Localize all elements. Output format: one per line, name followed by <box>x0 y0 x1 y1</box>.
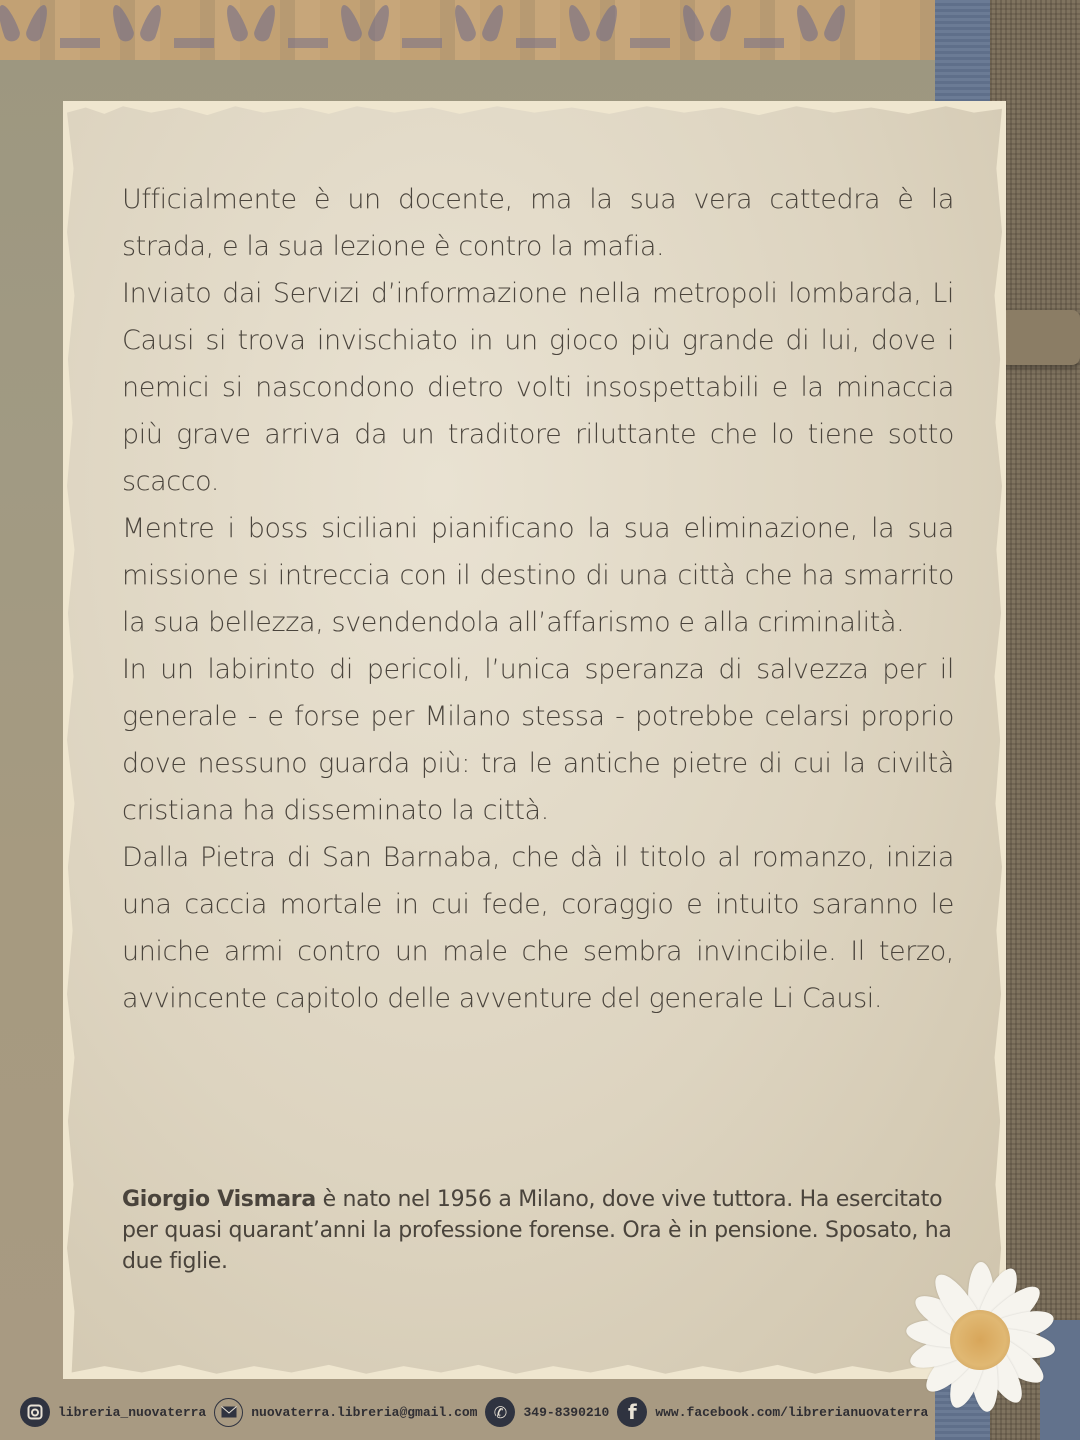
phone-number: 349-8390210 <box>523 1404 610 1420</box>
mail-icon <box>214 1398 243 1427</box>
phone-link[interactable] <box>485 1397 609 1427</box>
synopsis-paragraph: In un labirinto di pericoli, l’unica speranza di salvezza per il generale - e forse per Milano stessa - potrebbe celarsi proprio dove nessuno guarda più: tra le antiche pietre di cui la civiltà cristiana ha disseminato la città. <box>122 654 954 826</box>
synopsis-paragraph: Inviato dai Servizi d’informazione nella metropoli lombarda, Li Causi si trova invischiato in un gioco più grande di lui, dove i nemici si nascondono dietro volti insospettabili e la minaccia più grave arriva da un traditore riluttante che lo tiene sotto scacco. <box>122 278 954 497</box>
daisy-flower-decoration <box>905 1262 1055 1412</box>
facebook-icon: f <box>617 1397 647 1427</box>
synopsis-paragraph: Ufficialmente è un docente, ma la sua vera cattedra è la strada, e la sua lezione è contro la mafia. <box>122 184 954 262</box>
instagram-handle: libreria_nuovaterra <box>58 1404 207 1420</box>
author-bio <box>122 1184 954 1277</box>
instagram-link[interactable] <box>20 1397 206 1427</box>
author-name: Giorgio Vismara <box>122 1187 316 1212</box>
email-link[interactable] <box>214 1398 477 1427</box>
facebook-link[interactable] <box>617 1397 928 1427</box>
book-synopsis <box>122 176 954 1022</box>
contact-footer <box>20 1395 936 1429</box>
phone-icon: ✆ <box>485 1397 515 1427</box>
email-address: nuovaterra.libreria@gmail.com <box>251 1404 478 1420</box>
daisy-center <box>950 1310 1010 1370</box>
author-bio-text: è nato nel 1956 a Milano, dove vive tuttora. Ha esercitato per quasi quarant’anni la professione forense. Ora è in pensione. Sposato, ha due figlie. <box>122 1187 952 1274</box>
synopsis-paragraph: Dalla Pietra di San Barnaba, che dà il titolo al romanzo, inizia una caccia mortale in cui fede, coraggio e intuito saranno le uniche armi contro un male che sembra invincibile. Il terzo, avvincente capitolo delle avventure del generale Li Causi. <box>122 842 954 1014</box>
instagram-icon <box>20 1397 50 1427</box>
facebook-url: www.facebook.com/librerianuovaterra <box>655 1404 929 1420</box>
burlap-strap <box>1000 310 1080 365</box>
stencil-pattern <box>0 0 935 55</box>
synopsis-paragraph: Mentre i boss siciliani pianificano la sua eliminazione, la sua missione si intreccia con il destino di una città che ha smarrito la sua bellezza, svendendola all’affarismo e alla criminalità. <box>122 513 954 638</box>
